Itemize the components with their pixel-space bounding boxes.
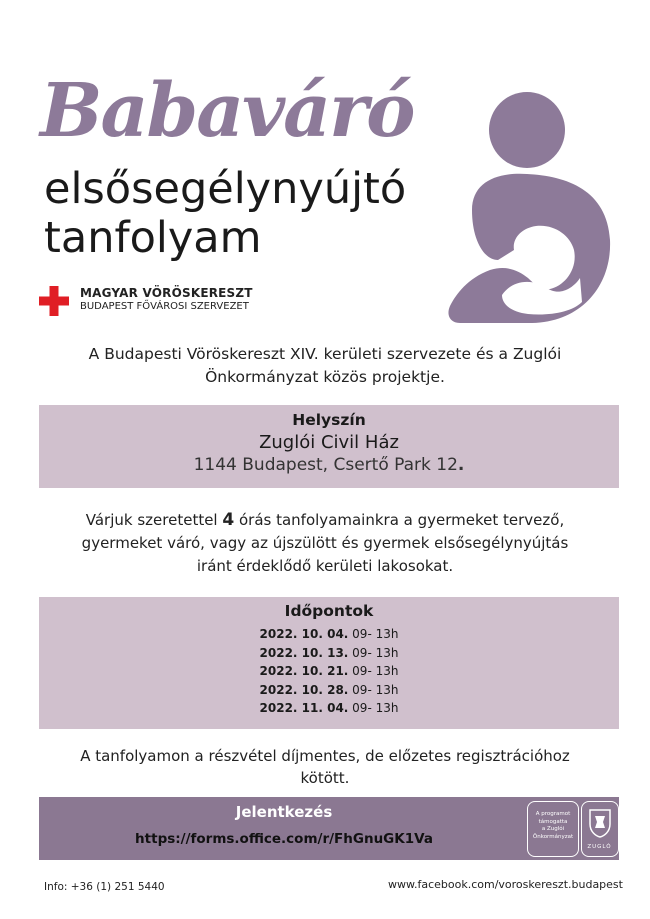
title-line-1: elsősegélynyújtó xyxy=(44,164,407,214)
red-cross-icon xyxy=(39,286,69,316)
sponsor-text-box xyxy=(527,801,579,857)
org-name: MAGYAR VÖRÖSKERESZT xyxy=(80,286,253,300)
date-value: 2022. 10. 21. xyxy=(259,664,349,678)
invitation-line-3: iránt érdeklődő kerületi lakosokat. xyxy=(196,557,454,575)
time-value: 09- 13h xyxy=(348,682,399,697)
schedule-date-row xyxy=(39,625,619,644)
schedule-heading: Időpontok xyxy=(284,602,374,620)
schedule-dates xyxy=(39,625,619,718)
crest-box xyxy=(581,801,619,857)
time-value: 09- 13h xyxy=(348,701,399,715)
sponsor-badge xyxy=(525,801,619,857)
invitation-pre: Várjuk szeretettel xyxy=(85,511,223,529)
registration-link[interactable]: https://forms.office.com/r/FhGnuGK1Va xyxy=(135,831,433,847)
date-value: 2022. 10. 04. xyxy=(259,627,349,641)
intro-line-1: A Budapesti Vöröskereszt XIV. kerületi szervezete és a Zuglói xyxy=(88,345,562,363)
intro-line-2: Önkormányzat közös projektje. xyxy=(205,368,445,386)
time-value: 09- 13h xyxy=(348,664,399,678)
mother-baby-icon xyxy=(432,90,612,325)
date-value: 2022. 11. 04. xyxy=(259,701,349,715)
zuglo-crest-icon xyxy=(589,808,611,838)
title-line-2: tanfolyam xyxy=(44,213,262,263)
registration-heading: Jelentkezés xyxy=(235,803,333,821)
intro-text xyxy=(0,343,650,389)
info-phone: Info: +36 (1) 251 5440 xyxy=(44,881,165,893)
invitation-post: órás tanfolyamainkra a gyermeket tervező, xyxy=(234,511,565,529)
date-value: 2022. 10. 13. xyxy=(259,645,349,660)
time-value: 09- 13h xyxy=(348,627,399,641)
date-value: 2022. 10. 28. xyxy=(259,682,349,697)
location-heading: Helyszín xyxy=(292,411,366,429)
address-text: 1144 Budapest, Csertő Park 12 xyxy=(193,455,458,475)
sponsor-line-2: támogatta xyxy=(538,818,568,825)
location-venue: Zuglói Civil Ház xyxy=(259,432,399,453)
schedule-date-row xyxy=(39,699,619,718)
location-band xyxy=(39,405,619,488)
org-subtitle: BUDAPEST FŐVÁROSI SZERVEZET xyxy=(80,301,249,312)
crest-caption: ZUGLÓ xyxy=(587,844,612,850)
schedule-date-row xyxy=(39,662,619,681)
schedule-band xyxy=(39,597,619,729)
participation-note xyxy=(0,745,650,789)
schedule-date-row xyxy=(39,681,619,700)
address-suffix: . xyxy=(457,455,465,475)
invitation-line-2: gyermeket váró, vagy az újszülött és gyermek elsősegélynyújtás xyxy=(81,534,569,552)
course-hours: 4 xyxy=(222,510,235,530)
script-title: Babaváró xyxy=(40,68,414,154)
invitation-text xyxy=(0,509,650,578)
invitation-line-1 xyxy=(0,509,650,532)
sponsor-line-3: a Zuglói xyxy=(541,826,565,832)
sponsor-line-1: A programot xyxy=(535,811,571,817)
facebook-link[interactable]: www.facebook.com/voroskereszt.budapest xyxy=(388,878,623,891)
note-line-1: A tanfolyamon a részvétel díjmentes, de előzetes regisztrációhoz xyxy=(80,747,570,765)
note-line-2: kötött. xyxy=(300,769,350,787)
time-value: 09- 13h xyxy=(348,645,399,660)
schedule-date-row xyxy=(39,644,619,663)
sponsor-line-4: Önkormányzat xyxy=(532,833,574,840)
location-address xyxy=(39,455,619,475)
